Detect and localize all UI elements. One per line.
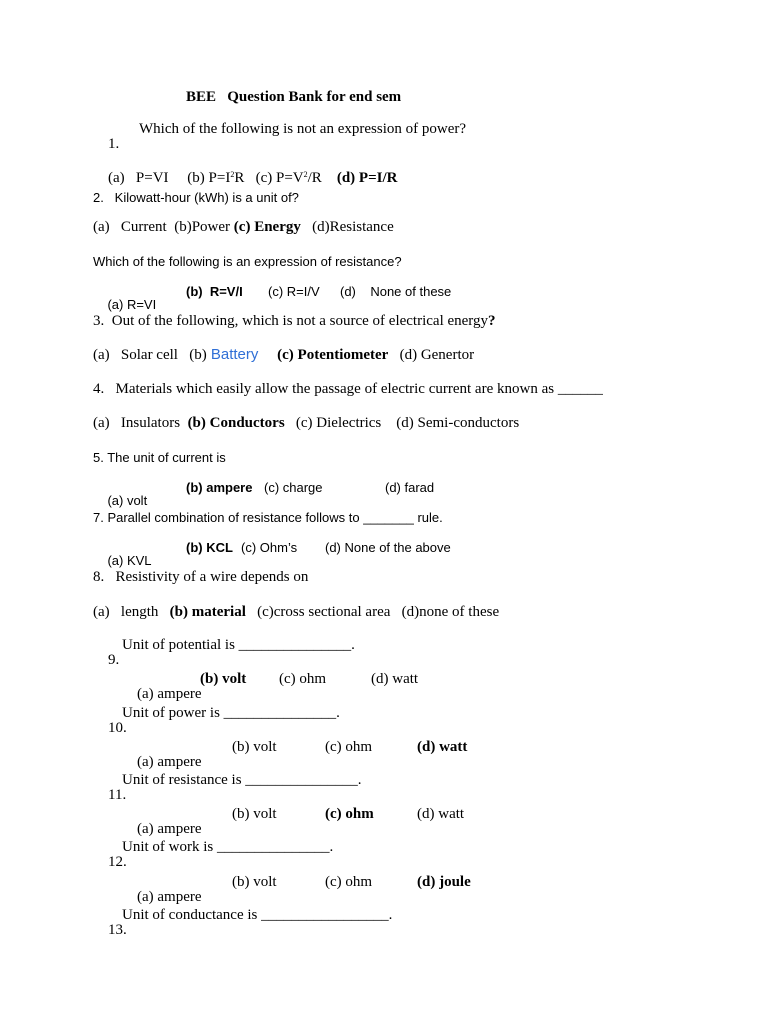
option-a: (a) P=VI [108, 170, 169, 186]
option-d-answer: (d) joule [417, 874, 471, 890]
option-c: (c) ohm [325, 874, 373, 890]
option-d: (d)Resistance [300, 219, 394, 235]
question-text: Unit of power is _______________. [122, 705, 340, 721]
option-d: (d) Genertor [388, 347, 475, 363]
option-a: (a) length [93, 604, 170, 620]
question-number: 11. [108, 787, 127, 803]
question-text: Unit of potential is _______________. [122, 637, 355, 653]
question-text: Which of the following is not an expression of power? [139, 121, 467, 137]
option-b-battery: Battery [206, 346, 259, 363]
question-text: Unit of work is _______________. [122, 839, 334, 855]
option-c-answer: (c) ohm [325, 806, 374, 822]
option-c-answer: (c) Energy [233, 219, 301, 235]
option-c: (c) R=I/V [268, 284, 320, 299]
option-b-answer: (b) material [169, 604, 246, 620]
option-b: (b) volt [232, 739, 277, 755]
option-c: (c) Ohm’s [241, 540, 298, 555]
option-d: (d) watt [417, 806, 465, 822]
option-d: (d) None of the above [325, 540, 451, 555]
option-b: (b) $P=I^2R$ [187, 170, 245, 186]
option-a: (a) ampere [137, 821, 202, 837]
option-d: (d) None of these [340, 284, 452, 299]
option-b-answer: (b) Conductors [187, 415, 285, 431]
option-b: (b) volt [232, 806, 277, 822]
option-a: (a) ampere [137, 754, 202, 770]
option-a-b: (a) Current (b)Power [93, 219, 234, 235]
option-a: (a) volt [107, 493, 148, 508]
question-4-options [93, 416, 519, 431]
option-c: (c) charge [264, 480, 323, 495]
option-b: (b) volt [232, 874, 277, 890]
option-b-answer: (b) volt [200, 671, 247, 687]
question-number: 10. [108, 720, 127, 736]
question-resistance: Which of the following is an expression of resistance? [93, 254, 402, 269]
question-text: Unit of resistance is _______________. [122, 772, 362, 788]
option-a: (a) R=VI [107, 297, 157, 312]
option-d-answer: (d) P=I/R [336, 170, 398, 186]
option-b-answer: (b) ampere [186, 480, 253, 495]
question-3: 3. Out of the following, which is not a source of electrical energy? [93, 313, 496, 329]
option-d: (d) watt [371, 671, 419, 687]
question-number: 1. [108, 136, 120, 152]
question-5: 5. The unit of current is [93, 450, 226, 465]
question-text: 3. Out of the following, which is not a source of electrical energy [93, 313, 489, 329]
question-text: Unit of conductance is _________________. [122, 907, 393, 923]
option-a: (a) KVL [107, 553, 152, 568]
option-c: (c) ohm [325, 739, 373, 755]
option-a: (a) Insulators [93, 415, 188, 431]
option-a: (a) ampere [137, 889, 202, 905]
question-7: 7. Parallel combination of resistance follows to _______ rule. [93, 510, 443, 525]
option-a-b: (a) Solar cell (b) [93, 347, 207, 363]
question-8-options [93, 605, 499, 620]
question-2: 2. Kilowatt-hour (kWh) is a unit of? [93, 190, 299, 205]
option-c-d: (c)cross sectional area (d)none of these [245, 604, 500, 620]
option-c-d: (c) Dielectrics (d) Semi-conductors [284, 415, 520, 431]
document-title: BEE Question Bank for end sem [186, 89, 402, 105]
option-c-answer: (c) Potentiometer [277, 347, 389, 363]
option-d-answer: (d) watt [417, 739, 468, 755]
question-3-options [93, 347, 474, 363]
question-13 [93, 907, 393, 968]
question-number: 9. [108, 652, 120, 668]
question-number: 12. [108, 854, 127, 870]
question-8: 8. Resistivity of a wire depends on [93, 569, 309, 585]
question-4: 4. Materials which easily allow the passage of electric current are known as ______ [93, 381, 603, 397]
option-c: (c) $P=V^2/R$ [255, 170, 322, 186]
option-a: (a) ampere [137, 686, 202, 702]
question-number: 13. [108, 922, 127, 938]
option-d: (d) farad [385, 480, 435, 495]
question-2-options [93, 220, 394, 235]
option-b-answer: (b) R=V/I [186, 284, 243, 299]
option-c: (c) ohm [279, 671, 327, 687]
option-b-answer: (b) KCL [186, 540, 233, 555]
